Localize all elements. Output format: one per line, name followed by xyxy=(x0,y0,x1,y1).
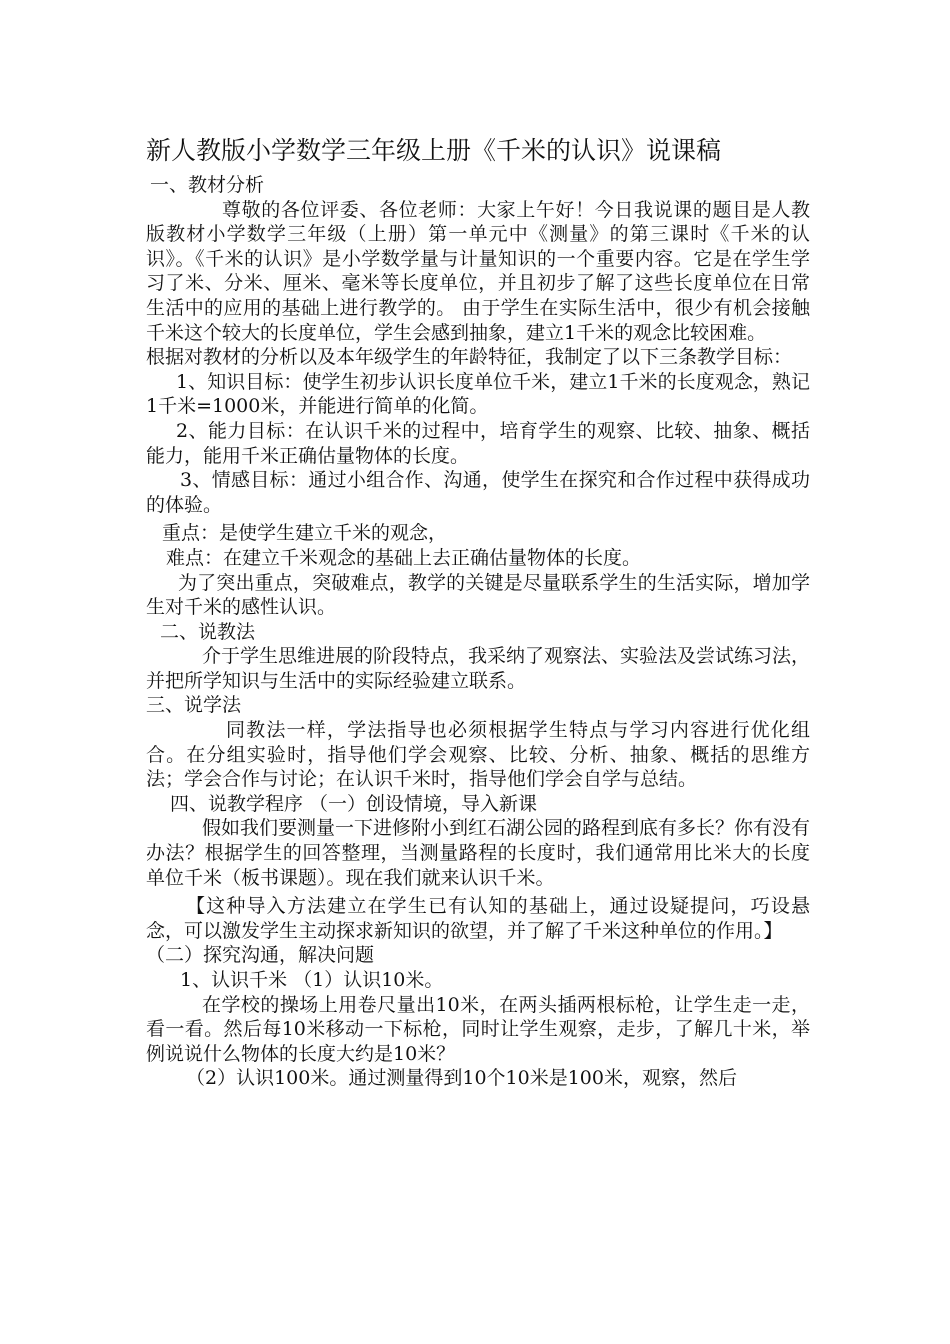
paragraph-introduce-lesson: 假如我们要测量一下进修附小到红石湖公园的路程到底有多长？你有没有办法？根据学生的回答整理，当测量路程的长度时，我们通常用比米大的长度单位千米（板书课题）。现在我们就来认识千米。 xyxy=(146,817,811,889)
paragraph-learning-method: 同教法一样，学法指导也必须根据学生特点与学习内容进行优化组合。在分组实验时，指导他们学会观察、比较、分析、抽象、概括的思维方法；学会合作与讨论；在认识千米时，指导他们学会自学与总结。 xyxy=(146,719,810,791)
paragraph-ability-goal: 2、能力目标：在认识千米的过程中，培育学生的观察、比较、抽象、概括能力，能用千米正确估量物体的长度。 xyxy=(146,419,810,467)
section-heading-teaching-procedure: 四、说教学程序 （一）创设情境，导入新课 xyxy=(170,792,538,815)
paragraph-goals-intro: 根据对教材的分析以及本年级学生的年龄特征，我制定了以下三条教学目标： xyxy=(146,346,793,369)
paragraph-teaching-method: 介于学生思维进展的阶段特点，我采纳了观察法、实验法及尝试练习法，并把所学知识与生活中的实际经验建立联系。 xyxy=(146,645,811,692)
paragraph-know-kilometer: 1、认识千米 （1）认识10米。 xyxy=(180,969,444,991)
paragraph-knowledge-goal: 1、知识目标：使学生初步认识长度单位千米，建立1千米的长度观念，熟记1千米=1000米，并能进行简单的化简。 xyxy=(146,370,810,418)
document-body xyxy=(146,173,810,1091)
paragraph-hundred-meters: （2）认识100米。通过测量得到10个10米是100米，观察，然后 xyxy=(186,1067,737,1090)
paragraph-emotion-goal: 3、情感目标：通过小组合作、沟通，使学生在探究和合作过程中获得成功的体验。 xyxy=(146,469,810,516)
paragraph-key-point: 重点：是使学生建立千米的观念， xyxy=(162,522,448,545)
document-title: 新人教版小学数学三年级上册《千米的认识》说课稿 xyxy=(146,136,722,165)
paragraph-greeting-intro: 尊敬的各位评委、各位老师：大家上午好！今日我说课的题目是人教版教材小学数学三年级（上册）第一单元中《测量》的第三课时《千米的认识》。《千米的认识》是小学数学量与计量知识的一个重要内容。它是在学生学习了米、分米、厘米、毫米等长度单位，并且初步了解了这些长度单位在日常生活中的应用的基础上进行教学的。 由于学生在实际生活中，很少有机会接触千米这个较大的长度单位，学生会感到抽象，建立1千米的观念比较困难。 xyxy=(146,198,810,344)
subheading-explore: （二）探究沟通，解决问题 xyxy=(146,944,375,967)
section-heading-textbook-analysis: 一、教材分析 xyxy=(150,174,265,196)
paragraph-difficulty: 难点：在建立千米观念的基础上去正确估量物体的长度。 xyxy=(166,546,642,569)
paragraph-ten-meters: 在学校的操场上用卷尺量出10米，在两头插两根标枪，让学生走一走，看一看。然后每10米移动一下标枪，同时让学生观察，走步，了解几十米，举例说说什么物体的长度大约是10米？ xyxy=(146,993,810,1065)
section-heading-teaching-method: 二、说教法 xyxy=(160,620,256,643)
paragraph-teaching-key: 为了突出重点，突破难点，教学的关键是尽量联系学生的生活实际，增加学生对千米的感性认识。 xyxy=(146,571,810,619)
section-heading-learning-method: 三、说学法 xyxy=(146,694,242,717)
paragraph-method-comment: 【这种导入方法建立在学生已有认知的基础上，通过设疑提问，巧设悬念，可以激发学生主动探求新知识的欲望，并了解了千米这种单位的作用。】 xyxy=(146,895,810,942)
